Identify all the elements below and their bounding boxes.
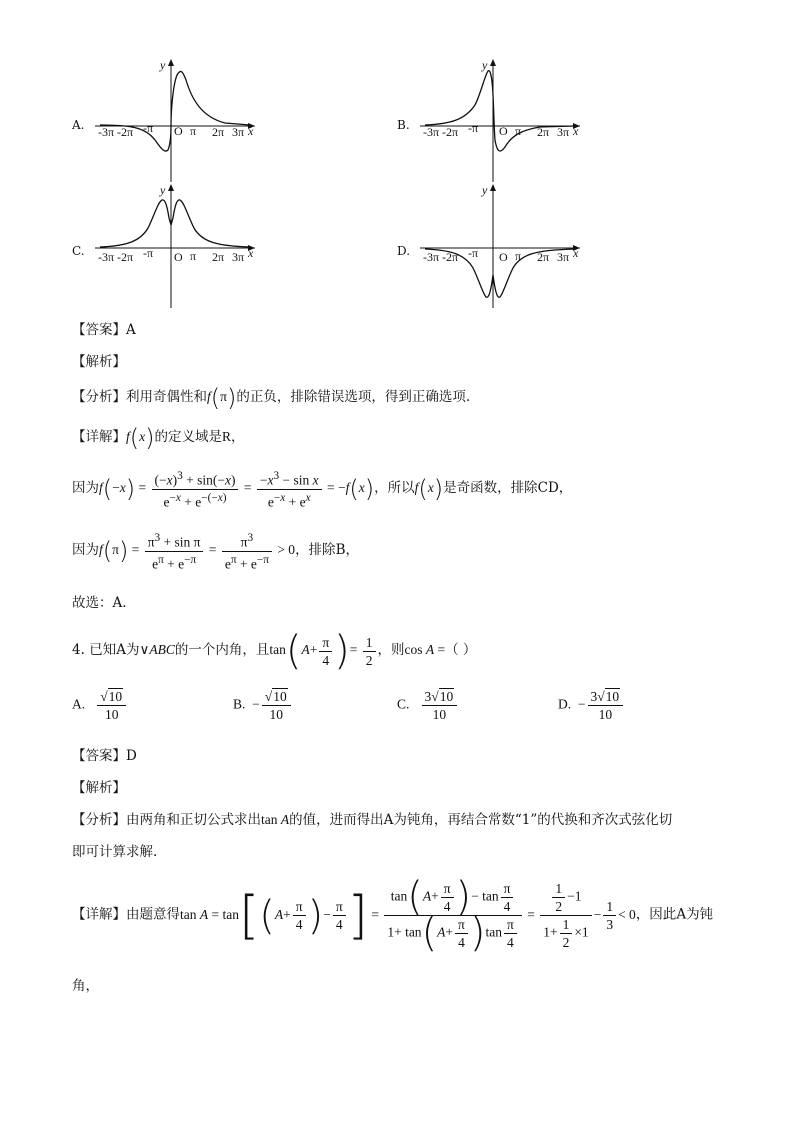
option-label-c: C. xyxy=(72,244,85,258)
svg-text:y: y xyxy=(482,58,488,72)
q3-fenxi: 【分析】利用奇偶性和f(π)的正负，排除错误选项，得到正确选项. xyxy=(72,384,471,412)
q4-question: 4. 已知A为∨ABC的一个内角，且tan(A+ $\frac{\pi}{4}$ )= $\frac{1}{2}$ ，则cos A =（ ） xyxy=(72,628,477,674)
svg-text:π: π xyxy=(515,249,522,263)
curve xyxy=(100,71,250,151)
q4-option-c[interactable]: C. $\frac{3√10}{10}$ xyxy=(397,688,459,723)
svg-text:-2π: -2π xyxy=(117,250,134,264)
q4-option-d[interactable]: D. − $\frac{3√10}{10}$ xyxy=(558,688,625,723)
svg-text:-π: -π xyxy=(143,246,154,260)
svg-text:x: x xyxy=(573,246,579,260)
y-label: y xyxy=(160,58,166,72)
q4-last-line: 角， xyxy=(72,978,99,994)
y-axis-arrow xyxy=(168,59,174,66)
svg-text:π: π xyxy=(515,124,522,138)
q4-fenxi-line2: 即可计算求解. xyxy=(72,844,158,860)
q4-option-b[interactable]: B. − $\frac{√10}{10}$ xyxy=(233,688,293,723)
option-label-a: A. xyxy=(72,118,85,132)
q3-answer: 【答案】A xyxy=(72,322,136,338)
svg-text:2π: 2π xyxy=(212,125,225,139)
q3-analysis-tag: 【解析】 xyxy=(72,354,126,370)
graph-b xyxy=(415,55,585,185)
svg-text:O: O xyxy=(499,124,508,138)
svg-text:-2π: -2π xyxy=(117,125,134,139)
graph-d xyxy=(415,180,585,312)
svg-text:-2π: -2π xyxy=(442,125,459,139)
graph-a xyxy=(90,55,260,185)
origin-label: O xyxy=(174,124,183,138)
graph-c xyxy=(90,180,260,312)
svg-text:π: π xyxy=(190,249,197,263)
svg-text:-3π: -3π xyxy=(98,250,115,264)
q4-fenxi-line1: 【分析】由两角和正切公式求出tan A的值，进而得出A为钝角，再结合常数“1”的代换和齐次式弦化切 xyxy=(72,812,673,828)
q3-line2: 因为f(π) = $\frac{\pi^3 + \sin \pi}{e^\pi + e^{-\pi}}$ = $\frac{\pi^3}{e^\pi + e^{-\pi}}$ > 0，排除B， xyxy=(72,532,359,571)
svg-text:π: π xyxy=(190,124,197,138)
svg-text:2π: 2π xyxy=(537,125,550,139)
svg-text:-π: -π xyxy=(468,246,479,260)
svg-text:-3π: -3π xyxy=(98,125,115,139)
q4-option-a[interactable]: A. $\frac{√10}{10}$ xyxy=(72,688,128,723)
q4-answer: 【答案】D xyxy=(72,748,137,764)
x-label: x xyxy=(248,124,254,138)
q4-analysis-tag: 【解析】 xyxy=(72,780,126,796)
q3-xiangjie: 【详解】f(x)的定义域是R， xyxy=(72,424,245,452)
svg-text:x: x xyxy=(248,246,254,260)
svg-text:-π: -π xyxy=(468,121,479,135)
svg-text:O: O xyxy=(174,250,183,264)
option-label-b: B. xyxy=(397,118,410,132)
svg-text:2π: 2π xyxy=(212,250,225,264)
svg-text:2π: 2π xyxy=(537,250,550,264)
svg-text:3π: 3π xyxy=(232,125,245,139)
svg-text:y: y xyxy=(160,183,166,197)
svg-text:-2π: -2π xyxy=(442,250,459,264)
svg-text:3π: 3π xyxy=(232,250,245,264)
svg-text:3π: 3π xyxy=(557,250,570,264)
svg-text:y: y xyxy=(482,183,488,197)
svg-text:-3π: -3π xyxy=(423,250,440,264)
svg-text:3π: 3π xyxy=(557,125,570,139)
q3-choose: 故选：A. xyxy=(72,595,127,611)
q4-xiangjie: 【详解】由题意得tan A = tan[(A+ $\frac{\pi}{4}$ )− $\frac{\pi}{4}$ ] = tan(A+ $\frac{\pi}{4}$ )− tan $\frac{\pi}{4}$ 1+ tan(A+ $\frac{\pi}{4}$ )tan $\frac{\pi}{4}$ = $\frac{1}{2}$ −1 1+ $\frac{1}{2}$ ×1 − $\frac{1}{3}$ < 0，因此A为钝 xyxy=(72,874,714,956)
option-label-d: D. xyxy=(397,244,411,258)
svg-text:O: O xyxy=(499,250,508,264)
svg-text:-π: -π xyxy=(143,121,154,135)
q3-line1: 因为f(−x) = $\frac{(-x)^3 + \sin(-x)}{e^{-x} + e^{-(-x)}}$ = $\frac{-x^3 - \sin x}{e^{-x} + e^x}$ = −f(x)，所以f(x)是奇函数，排除CD， xyxy=(72,470,573,509)
svg-text:x: x xyxy=(573,124,579,138)
svg-text:-3π: -3π xyxy=(423,125,440,139)
curve xyxy=(100,200,250,247)
